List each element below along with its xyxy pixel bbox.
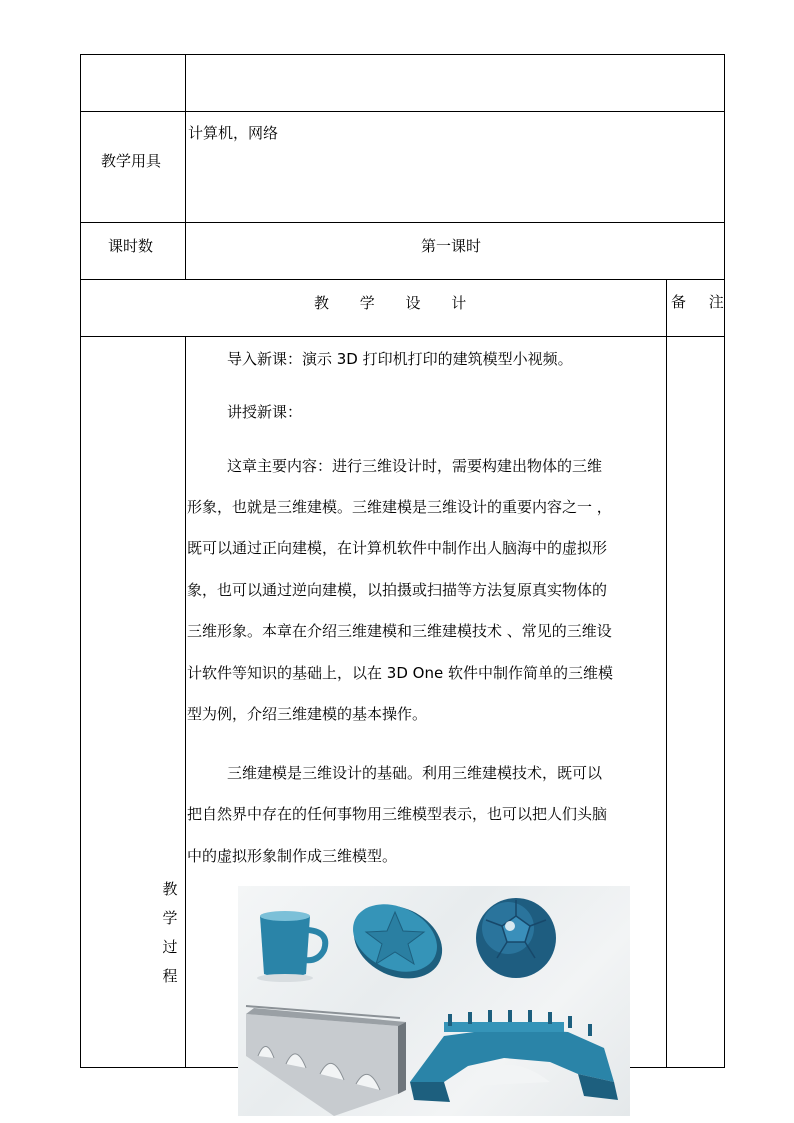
star-coin-model [342,891,454,992]
process-char-4: 程 [162,967,178,985]
class-hours-value: 第一课时 [421,237,482,255]
remarks-header: 备 注 [671,293,733,311]
paragraph-line: 形象，也就是三维建模。三维建模是三维设计的重要内容之一 ， [187,498,612,516]
process-char-2: 学 [162,909,178,927]
paragraph-line: 三维建模是三维设计的基础。利用三维建模技术，既可以 [227,764,603,782]
teaching-tools-value: 计算机，网络 [188,124,279,142]
label-column-divider-top [185,54,186,280]
3d-models-figure [238,886,630,1116]
arch-bridge-model [246,1006,406,1116]
row-divider-4 [80,336,725,337]
row-divider-2 [80,222,725,223]
table-left-border [80,54,81,1068]
paragraph-line: 象，也可以通过逆向建模，以拍摄或扫描等方法复原真实物体的 [187,581,608,599]
paragraph-line: 把自然界中存在的任何事物用三维模型表示，也可以把人们头脑 [187,805,608,823]
process-char-1: 教 [162,880,178,898]
paragraph-line: 计软件等知识的基础上，以在 3D One 软件中制作简单的三维模 [187,664,613,682]
class-hours-label: 课时数 [108,237,154,255]
ornate-bridge-model [410,1010,618,1102]
table-top-border [80,54,725,55]
paragraph-line: 既可以通过正向建模，在计算机软件中制作出人脑海中的虚拟形 [187,539,608,557]
teaching-tools-label: 教学用具 [101,152,162,170]
process-char-3: 过 [162,938,178,956]
football-model [476,898,556,978]
paragraph-line: 型为例，介绍三维建模的基本操作。 [187,705,428,723]
paragraph-line: 三维形象。本章在介绍三维建模和三维建模技术 、常见的三维设 [187,622,612,640]
teaching-design-header: 教 学 设 计 [314,294,480,312]
lecture-heading: 讲授新课： [227,403,303,421]
row-divider-1 [80,111,725,112]
paragraph-line: 这章主要内容：进行三维设计时，需要构建出物体的三维 [227,457,603,475]
remarks-column-divider [666,279,667,1068]
table-right-border [724,54,725,1068]
label-column-divider-bottom [185,336,186,1068]
row-divider-3 [80,279,725,280]
3d-models-illustration [238,886,630,1116]
cup-model [257,911,325,982]
paragraph-line: 中的虚拟形象制作成三维模型。 [187,847,398,865]
intro-paragraph: 导入新课：演示 3D 打印机打印的建筑模型小视频。 [227,350,573,368]
